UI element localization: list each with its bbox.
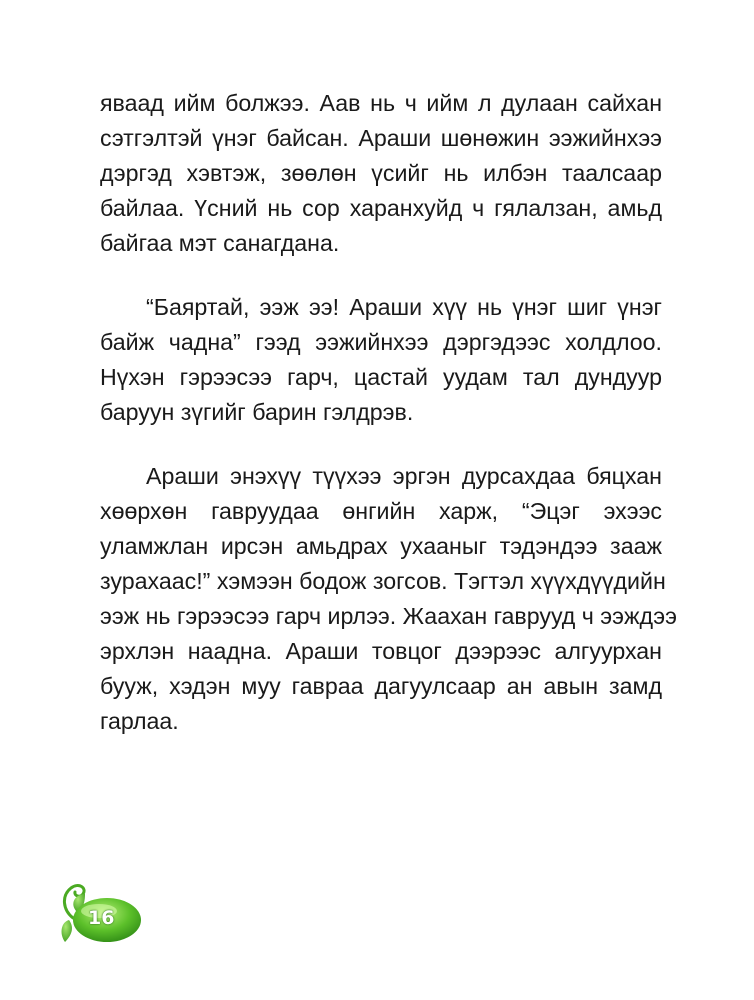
page-number: 16: [88, 907, 115, 929]
text-line: зурахаас!” хэмээн бодож зогсов. Тэгтэл хүүхдүүдийн: [100, 568, 666, 594]
text-line: уламжлан ирсэн амьдрах ухааныг тэдэндээ зааж: [100, 533, 662, 559]
text-line: дэргэд хэвтэж, зөөлөн үсийг нь илбэн таалсаар: [100, 160, 662, 186]
text-line: баруун зүгийг барин гэлдрэв.: [100, 399, 414, 425]
text-line: ээж нь гэрээсээ гарч ирлээ. Жаахан гаврууд ч ээждээ: [100, 603, 677, 629]
text-line: яваад ийм болжээ. Аав нь ч ийм л дулаан сайхан: [100, 90, 662, 116]
text-line: байгаа мэт санагдана.: [100, 230, 340, 256]
page-text: [100, 86, 677, 768]
text-line: хөөрхөн гавруудаа өнгийн харж, “Эцэг эхээс: [100, 498, 662, 524]
text-line: “Баяртай, ээж ээ! Араши хүү нь үнэг шиг үнэг: [146, 294, 662, 320]
paragraph-3: [100, 459, 677, 739]
text-line: бууж, хэдэн муу гавраа дагуулсаар ан авын замд: [100, 673, 662, 699]
text-line: эрхлэн наадна. Араши товцог дээрээс алгуурхан: [100, 638, 662, 664]
text-line: байж чадна” гээд ээжийнхээ дэргэдээс холдлоо.: [100, 329, 662, 355]
text-line: гарлаа.: [100, 708, 179, 734]
text-line: байлаа. Үсний нь сор харанхуйд ч гялалзан, амьд: [100, 195, 662, 221]
text-line: сэтгэлтэй үнэг байсан. Араши шөнөжин ээжийнхээ: [100, 125, 662, 151]
text-line: Араши энэхүү түүхээ эргэн дурсахдаа бяцхан: [146, 463, 662, 489]
paragraph-2: [100, 290, 662, 430]
text-line: Нүхэн гэрээсээ гарч, цастай уудам тал дундуур: [100, 364, 662, 390]
paragraph-1: [100, 86, 662, 261]
